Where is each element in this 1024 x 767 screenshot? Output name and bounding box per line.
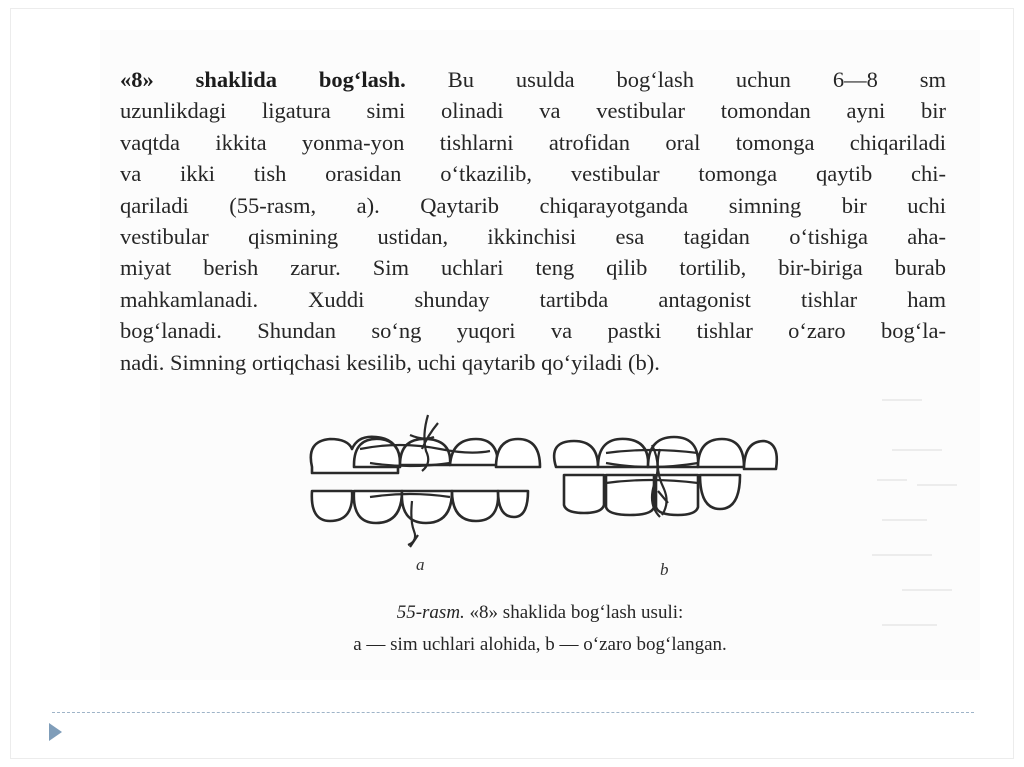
- triangle-right-icon[interactable]: [49, 723, 62, 741]
- paragraph-line-9: bog‘lanadi. Shundan so‘ng yuqori va pastki tishlar o‘zaro bog‘la-: [120, 318, 946, 344]
- figure-a-teeth-ligature: [311, 415, 540, 547]
- paragraph-line-3: vaqtda ikkita yonma-yon tishlarni atrofidan oral tomonga chiqariladi: [120, 129, 946, 155]
- figure-caption-legend: a — sim uchlari alohida, b — o‘zaro bog‘langan.: [353, 634, 727, 655]
- figure-b-teeth-ligature: [554, 437, 777, 517]
- paragraph-line-6: vestibular qismining ustidan, ikkinchisi esa tagidan o‘tishiga aha-: [120, 224, 946, 250]
- paragraph-line-10: nadi. Simning ortiqchasi kesilib, uchi qaytarib qo‘yiladi (b).: [120, 349, 660, 375]
- figure-label-a: a: [416, 555, 425, 574]
- section-heading: «8» shaklida bog‘lash.: [120, 67, 406, 92]
- figure-caption-title: 55-rasm. «8» shaklida bog‘lash usuli:: [396, 602, 684, 623]
- figure-55-illustration: [300, 405, 780, 585]
- paragraph-line-5: qariladi (55-rasm, a). Qaytarib chiqarayotganda simning bir uchi: [120, 192, 946, 218]
- paragraph-line-1: «8» shaklida bog‘lash. Bu usulda bog‘lash uchun 6—8 sm: [120, 67, 946, 92]
- figure-label-b: b: [660, 560, 669, 579]
- figure-number: 55-rasm.: [396, 602, 465, 623]
- paragraph-line-7: miyat berish zarur. Sim uchlari teng qilib tortilib, bir-biriga burab: [120, 255, 946, 281]
- paragraph-line-4: va ikki tish orasidan o‘tkazilib, vestibular tomonga qaytib chi-: [120, 161, 946, 187]
- paragraph-line-8: mahkamlanadi. Xuddi shunday tartibda antagonist tishlar ham: [120, 286, 946, 312]
- paragraph-line-2: uzunlikdagi ligatura simi olinadi va vestibular tomondan ayni bir: [120, 98, 946, 124]
- slide-divider: [52, 712, 974, 713]
- bleed-through-marks: [862, 390, 972, 660]
- body-paragraph: [120, 64, 946, 378]
